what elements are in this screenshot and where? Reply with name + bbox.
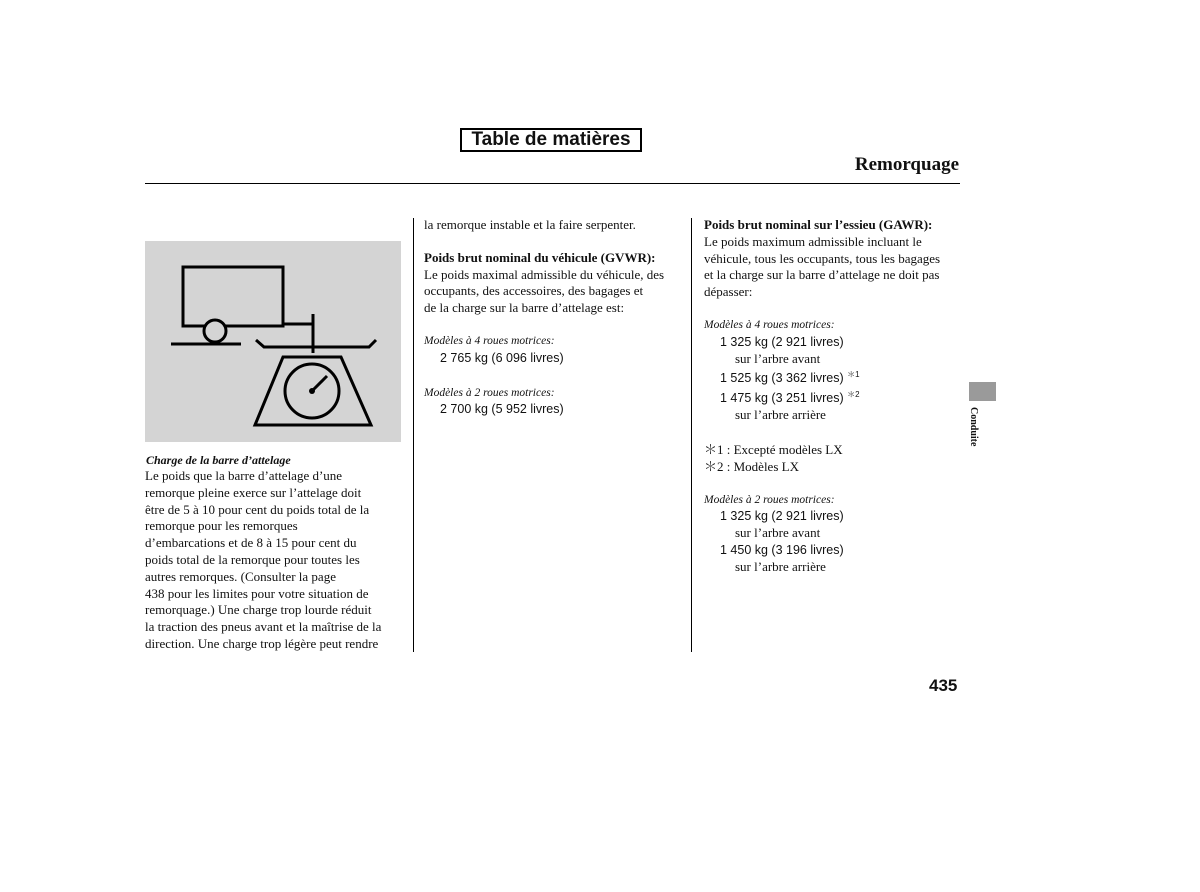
- col1-line: 438 pour les limites pour votre situation de: [145, 585, 369, 601]
- gawr-4wd-rear-value-2: 1 475 kg (3 251 livres) $^{*2}$: [720, 390, 860, 406]
- col1-line: remorque pour les remorques: [145, 518, 298, 534]
- header-rule: [145, 183, 960, 184]
- col1-line: la traction des pneus avant et la maîtrise de la: [145, 619, 382, 635]
- gvwr-4wd-value: 2 765 kg (6 096 livres): [440, 350, 564, 365]
- column-divider-1: [413, 218, 414, 652]
- side-tab-label: Conduite: [968, 407, 979, 447]
- col1-line: d’embarcations et de 8 à 15 pour cent du: [145, 535, 357, 551]
- gvwr-body-line: occupants, des accessoires, des bagages et: [424, 283, 644, 299]
- col1-line: remorque pleine exerce sur l’attelage doit: [145, 484, 362, 500]
- gawr-body-line: véhicule, tous les occupants, tous les bagages: [704, 250, 941, 266]
- gawr-body-line: dépasser:: [704, 284, 753, 300]
- gawr-heading: Poids brut nominal sur l’essieu (GAWR):: [704, 217, 933, 232]
- continuation-text: la remorque instable et la faire serpenter.: [424, 217, 636, 232]
- table-of-contents-button[interactable]: Table de matières: [460, 128, 642, 152]
- footnote-1: ＊1 : Excepté modèles LX: [704, 442, 843, 458]
- gawr-body-line: et la charge sur la barre d’attelage ne doit pas: [704, 267, 940, 283]
- footnote-2: ＊2 : Modèles LX: [704, 458, 799, 474]
- gawr-2wd-label: Modèles à 2 roues motrices:: [704, 493, 835, 506]
- footnote-ref-1: ＊1: [847, 370, 860, 380]
- trailer-scale-figure: [145, 241, 401, 442]
- col1-line: poids total de la remorque pour toutes les: [145, 551, 360, 567]
- side-tab-marker: [969, 382, 996, 401]
- gvwr-body-line: de la charge sur la barre d’attelage est:: [424, 300, 625, 316]
- column-1-text: [145, 468, 407, 653]
- gawr-4wd-front-value: 1 325 kg (2 921 livres): [720, 334, 844, 349]
- column-2-text: [424, 217, 686, 418]
- section-title: Remorquage: [854, 154, 959, 175]
- gvwr-2wd-label: Modèles à 2 roues motrices:: [424, 386, 555, 399]
- col1-line: autres remorques. (Consulter la page: [145, 568, 336, 584]
- col1-line: direction. Une charge trop légère peut rendre: [145, 635, 379, 651]
- trailer-scale-icon: [145, 241, 401, 442]
- gawr-body-line: Le poids maximum admissible incluant le: [704, 233, 922, 249]
- gawr-2wd-front-value: 1 325 kg (2 921 livres): [720, 509, 844, 524]
- col1-line: être de 5 à 10 pour cent du poids total de la: [145, 501, 370, 517]
- gvwr-2wd-value: 2 700 kg (5 952 livres): [440, 402, 564, 417]
- gvwr-heading: Poids brut nominal du véhicule (GVWR):: [424, 249, 656, 265]
- gawr-4wd-rear-value-1: 1 525 kg (3 362 livres) $^{*1}$: [720, 370, 860, 386]
- front-axle-label: sur l’arbre avant: [735, 350, 821, 366]
- rear-axle-label: sur l’arbre arrière: [735, 407, 826, 423]
- footnote-ref-2: ＊2: [847, 390, 860, 400]
- rear-axle-label: sur l’arbre arrière: [735, 558, 826, 574]
- figure-caption: Charge de la barre d’attelage: [146, 453, 291, 467]
- gawr-4wd-label: Modèles à 4 roues motrices:: [704, 318, 835, 331]
- column-3-text: [704, 217, 962, 576]
- col1-line: remorquage.) Une charge trop lourde réduit: [145, 602, 372, 618]
- column-divider-2: [691, 218, 692, 652]
- col1-line: Le poids que la barre d’attelage d’une: [145, 468, 343, 483]
- front-axle-label: sur l’arbre avant: [735, 525, 821, 541]
- page-number: 435: [929, 676, 958, 695]
- gawr-2wd-rear-value: 1 450 kg (3 196 livres): [720, 543, 844, 558]
- gvwr-body-line: Le poids maximal admissible du véhicule, des: [424, 266, 665, 282]
- gvwr-4wd-label: Modèles à 4 roues motrices:: [424, 334, 555, 347]
